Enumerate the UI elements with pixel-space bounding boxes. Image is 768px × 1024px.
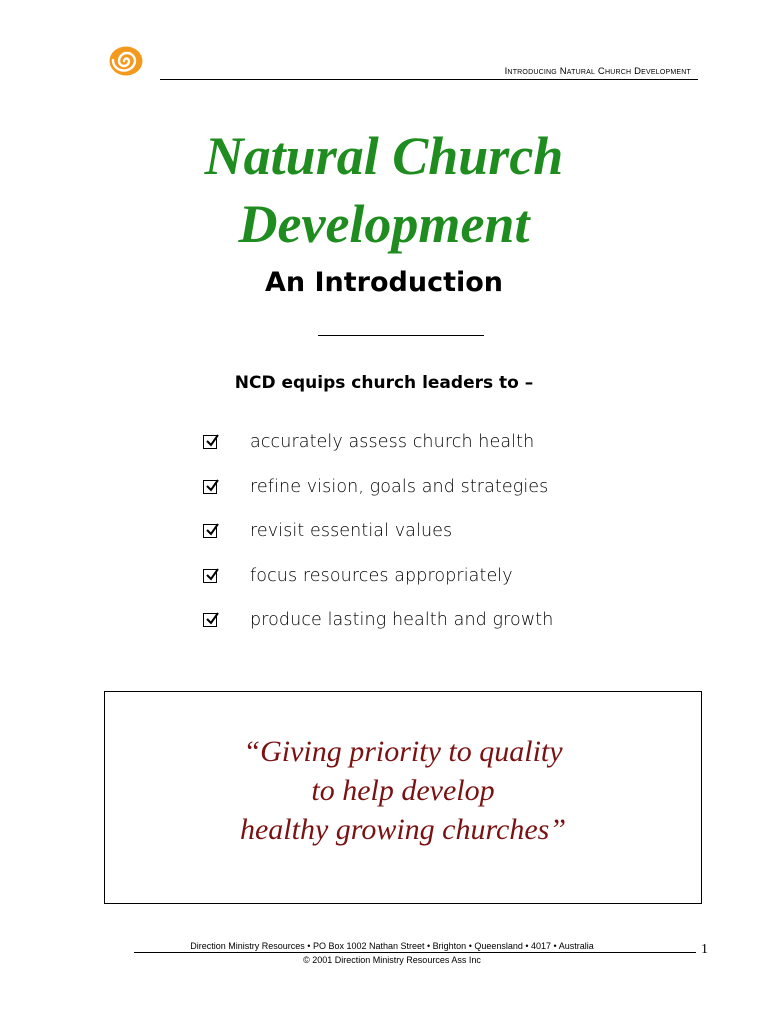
page-title — [0, 122, 768, 258]
header-rule — [160, 79, 698, 80]
quote-box — [104, 691, 702, 904]
list-item — [203, 554, 553, 599]
list-item — [203, 598, 553, 643]
title-line-1: Natural Church — [204, 126, 564, 186]
list-item-text: focus resources appropriately — [250, 565, 513, 586]
checked-box-icon — [203, 613, 217, 627]
title-line-2: Development — [238, 194, 530, 254]
checklist — [203, 420, 553, 643]
footer-copyright: © 2001 Direction Ministry Resources Ass Inc — [303, 955, 481, 965]
lead-text: NCD equips church leaders to – — [234, 373, 534, 393]
quote — [105, 732, 701, 849]
list-item-text: revisit essential values — [250, 521, 453, 542]
quote-line-3: healthy growing churches” — [239, 813, 567, 846]
subtitle: An Introduction — [264, 267, 504, 298]
list-item — [203, 465, 553, 510]
checked-box-icon — [203, 480, 217, 494]
checked-box-icon — [203, 524, 217, 538]
list-item-text: refine vision, goals and strategies — [250, 476, 549, 497]
list-item-text: accurately assess church health — [250, 432, 535, 453]
checked-box-icon — [203, 569, 217, 583]
page-number: 1 — [701, 942, 708, 957]
list-item — [203, 509, 553, 554]
checked-box-icon — [203, 435, 217, 449]
footer-address: Direction Ministry Resources • PO Box 1002 Nathan Street • Brighton • Queensland • 4017 • Australia — [190, 941, 594, 951]
quote-line-2: to help develop — [311, 774, 495, 807]
running-header: Introducing Natural Church Development — [504, 66, 691, 77]
divider — [318, 335, 484, 336]
quote-line-1: “Giving priority to quality — [243, 735, 563, 768]
spiral-logo-icon — [108, 44, 144, 78]
list-item-text: produce lasting health and growth — [250, 610, 554, 631]
footer-rule — [134, 952, 696, 953]
list-item — [203, 420, 553, 465]
